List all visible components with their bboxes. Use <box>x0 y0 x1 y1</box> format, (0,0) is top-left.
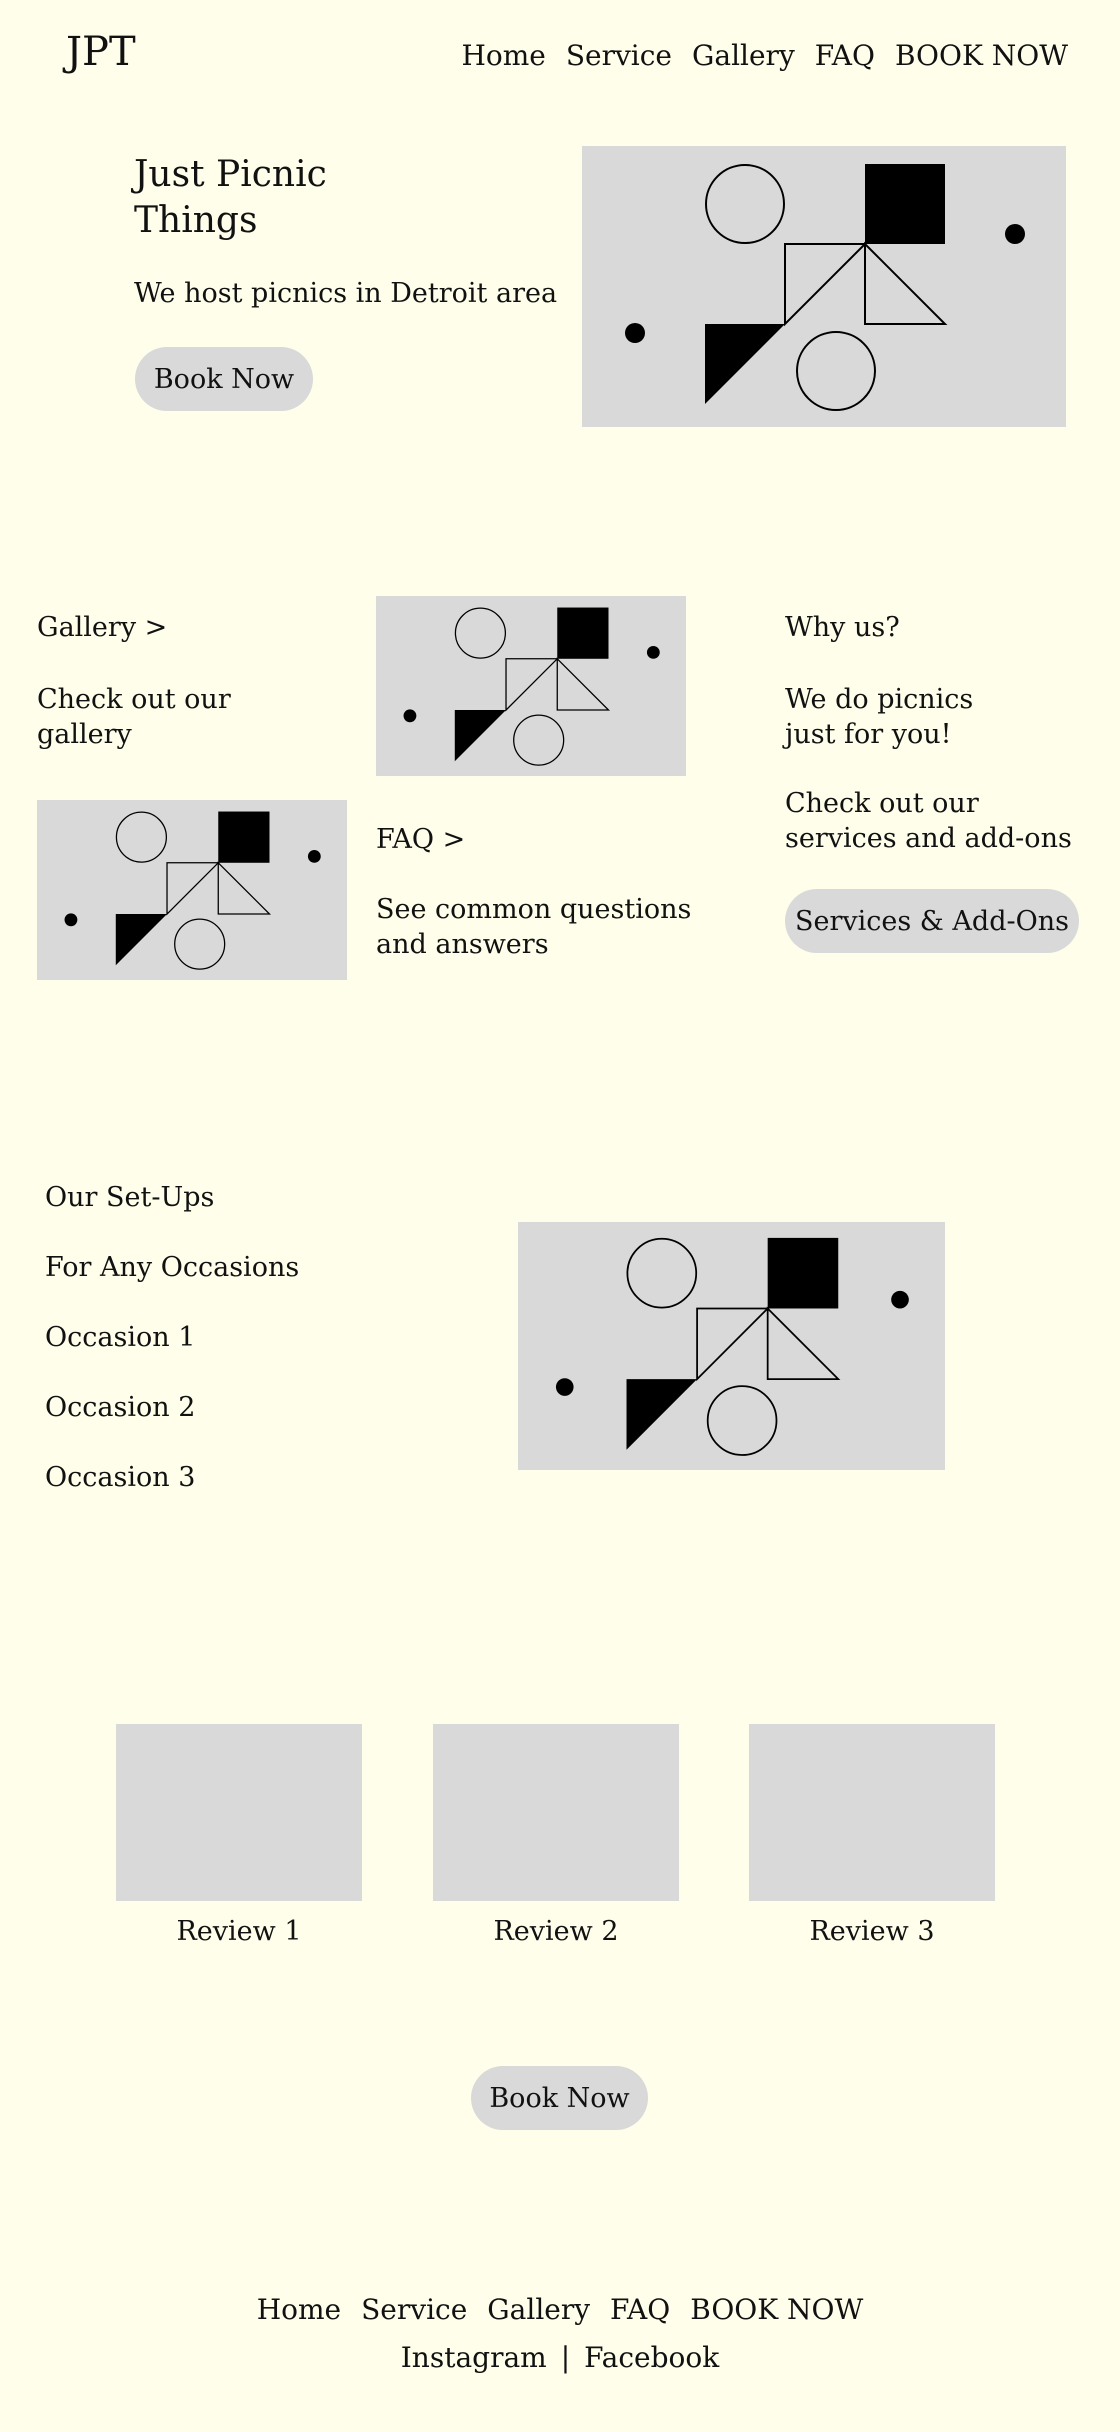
faq-description: See common questions and answers <box>376 894 692 960</box>
nav-gallery[interactable]: Gallery <box>692 39 795 72</box>
services-description: Check out our services and add-ons <box>785 788 1072 854</box>
footer-nav <box>0 2290 1120 2330</box>
occasion-item[interactable]: Occasion 1 <box>45 1322 196 1353</box>
top-nav <box>461 36 1068 76</box>
hero-image-placeholder <box>582 146 1066 427</box>
image-placeholder-icon <box>518 1222 945 1470</box>
nav-service[interactable]: Service <box>565 39 673 72</box>
site-logo[interactable]: JPT <box>66 29 136 75</box>
image-placeholder-icon <box>376 596 686 776</box>
footer-nav-service[interactable]: Service <box>361 2293 468 2326</box>
social-divider: | <box>560 2341 571 2374</box>
footer-nav-book-now[interactable]: BOOK NOW <box>690 2293 864 2326</box>
faq-image-placeholder <box>376 596 686 776</box>
why-us-title: Why us? <box>785 612 900 643</box>
review-1-image <box>116 1724 362 1901</box>
instagram-link[interactable]: Instagram <box>400 2341 547 2374</box>
hero-book-now-button[interactable]: Book Now <box>135 347 313 411</box>
footer-nav-home[interactable]: Home <box>256 2293 342 2326</box>
review-3-image <box>749 1724 995 1901</box>
book-now-button[interactable]: Book Now <box>471 2066 648 2130</box>
image-placeholder-icon <box>37 800 347 980</box>
gallery-description: Check out our gallery <box>37 684 231 750</box>
gallery-image-placeholder <box>37 800 347 980</box>
footer-nav-faq[interactable]: FAQ <box>610 2293 671 2326</box>
image-placeholder-icon <box>582 146 1066 427</box>
setups-subtitle: For Any Occasions <box>45 1252 300 1283</box>
review-2-image <box>433 1724 679 1901</box>
occasion-item[interactable]: Occasion 3 <box>45 1462 196 1493</box>
hero-title: Just Picnic Things <box>134 154 327 241</box>
faq-link[interactable]: FAQ > <box>376 824 466 855</box>
review-1-label[interactable]: Review 1 <box>176 1916 302 1947</box>
services-addons-button[interactable]: Services & Add-Ons <box>785 889 1079 953</box>
facebook-link[interactable]: Facebook <box>584 2341 720 2374</box>
hero-subtitle: We host picnics in Detroit area <box>134 278 558 309</box>
nav-faq[interactable]: FAQ <box>814 39 875 72</box>
why-us-text: We do picnics just for you! <box>785 684 974 750</box>
footer-nav-gallery[interactable]: Gallery <box>487 2293 591 2326</box>
occasion-item[interactable]: Occasion 2 <box>45 1392 196 1423</box>
setups-title: Our Set-Ups <box>45 1182 215 1213</box>
review-2-label[interactable]: Review 2 <box>493 1916 619 1947</box>
nav-book-now[interactable]: BOOK NOW <box>894 39 1068 72</box>
social-links <box>0 2338 1120 2378</box>
setups-image-placeholder <box>518 1222 945 1470</box>
nav-home[interactable]: Home <box>461 39 546 72</box>
gallery-link[interactable]: Gallery > <box>37 612 168 643</box>
review-3-label[interactable]: Review 3 <box>809 1916 935 1947</box>
